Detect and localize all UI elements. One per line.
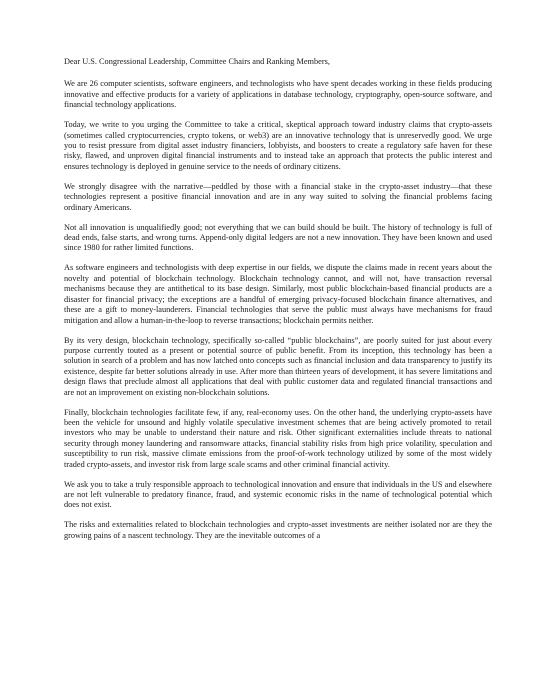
letter-paragraph: Today, we write to you urging the Committee to take a critical, skeptical approach toward industry claims that crypto-assets (sometimes called cryptocurrencies, crypto tokens, or web3) are an innovative technology that is unreservedly good. We urge you to resist pressure from digital asset industry financiers, lobbyists, and boosters to create a regulatory safe haven for these risky, flawed, and unproven digital financial instruments and to instead take an approach that protects the public interest and ensures technology is deployed in genuine service to the needs of ordinary citizens. [64, 120, 492, 171]
letter-paragraph: Finally, blockchain technologies facilitate few, if any, real-economy uses. On the other hand, the underlying crypto-assets have been the vehicle for unsound and highly volatile speculative investment schemes that are being actively promoted to retail investors who may be unable to understand their nature and risk. Other significant externalities include threats to national security through money laundering and ransomware attacks, financial stability risks from high price volatility, speculation and susceptibility to run risk, massive climate emissions from the proof-of-work technology utilized by some of the most widely traded crypto-assets, and investor risk from large scale scams and other criminal financial activity. [64, 407, 492, 469]
letter-paragraph: As software engineers and technologists with deep expertise in our fields, we dispute the claims made in recent years about the novelty and potential of blockchain technology. Blockchain technology cannot, and will not, have transaction reversal mechanisms because they are antithetical to its base design. Similarly, most public blockchain-based financial products are a disaster for financial privacy; the exceptions are a handful of emerging privacy-focused blockchain finance alternatives, and these are a gift to money-launderers. Financial technologies that serve the public must always have mechanisms for fraud mitigation and allow a human-in-the-loop to reverse transactions; blockchain permits neither. [64, 263, 492, 325]
letter-paragraph: We are 26 computer scientists, software engineers, and technologists who have spent decades working in these fields producing innovative and effective products for a variety of applications in database technology, cryptography, open-source software, and financial technology applications. [64, 79, 492, 110]
letter-paragraph: By its very design, blockchain technology, specifically so-called “public blockchains”, are poorly suited for just about every purpose currently touted as a present or potential source of public benefit. From its inception, this technology has been a solution in search of a problem and has now latched onto concepts such as financial inclusion and data transparency to justify its existence, despite far better solutions already in use. After more than thirteen years of development, it has severe limitations and design flaws that preclude almost all applications that deal with public customer data and regulated financial transactions and are not an improvement on existing non-blockchain solutions. [64, 335, 492, 397]
letter-body [64, 57, 492, 551]
letter-paragraph: We strongly disagree with the narrative—peddled by those with a financial stake in the crypto-asset industry—that these technologies represent a positive financial innovation and are in any way suited to solving the financial problems facing ordinary Americans. [64, 181, 492, 212]
letter-paragraph: The risks and externalities related to blockchain technologies and crypto-asset investments are neither isolated nor are they the growing pains of a nascent technology. They are the inevitable outcomes of a [64, 520, 492, 540]
letter-paragraph: We ask you to take a truly responsible approach to technological innovation and ensure that individuals in the US and elsewhere are not left vulnerable to predatory finance, fraud, and systemic economic risks in the name of technological potential which does not exist. [64, 479, 492, 510]
letter-paragraph: Not all innovation is unqualifiedly good; not everything that we can build should be built. The history of technology is full of dead ends, false starts, and wrong turns. Append-only digital ledgers are not a new innovation. They have been known and used since 1980 for rather limited functions. [64, 222, 492, 253]
letter-salutation: Dear U.S. Congressional Leadership, Committee Chairs and Ranking Members, [64, 57, 330, 66]
